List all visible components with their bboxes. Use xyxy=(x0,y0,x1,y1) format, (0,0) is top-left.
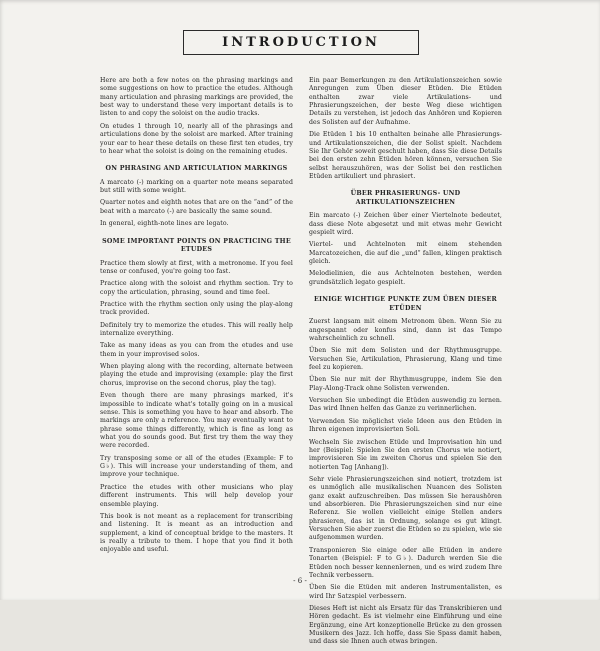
page-title-box xyxy=(183,30,419,55)
paragraph: Ein marcato (-) Zeichen über einer Viertelnote bedeutet, dass diese Note abgesetzt und mit etwas mehr Gewicht gespielt wird. xyxy=(309,212,502,237)
paragraph: Practice with the rhythm section only using the play-along track provided. xyxy=(100,300,293,317)
paragraph: A marcato (-) marking on a quarter note means separated but still with some weight. xyxy=(100,178,293,195)
paragraph: Take as many ideas as you can from the etudes and use them in your improvised solos. xyxy=(100,342,293,358)
paragraph: Üben Sie nur mit der Rhythmusgruppe, indem Sie den Play-Along-Track ohne Solisten verwenden. xyxy=(309,376,502,392)
section-heading: ÜBER PHRASIERUNGS- UND ARTIKULATIONSZEICHEN xyxy=(350,190,461,206)
paragraph: Versuchen Sie unbedingt die Etüden auswendig zu lernen. Das wird Ihnen helfen das Ganze zu verinnerlichen. xyxy=(309,397,502,413)
paragraph: Here are both a few notes on the phrasing markings and some suggestions on how to practice the etudes. Although many articulation and phrasing markings are provided, the best way to understand these very important details is to listen to and copy the soloist on the audio tracks. xyxy=(100,77,293,118)
english-column xyxy=(100,77,293,651)
page-number: - 6 - xyxy=(293,577,307,585)
page-title: INTRODUCTION xyxy=(222,35,380,50)
paragraph: Even though there are many phrasings marked, it's impossible to indicate what's totally going on in a musical sense. This is something you have to hear and absorb. The markings are only a reference. You may eventually want to phrase some things differently, which is fine as long as what you do sounds good. But first try them the way they were recorded. xyxy=(100,392,293,450)
paragraph: Melodielinien, die aus Achtelnoten bestehen, werden grundsätzlich legato gespielt. xyxy=(309,270,502,286)
paragraph: Try transposing some or all of the etudes (Example: F to G♭). This will increase your understanding of them, and improve your technique. xyxy=(100,454,293,479)
paragraph: Viertel- und Achtelnoten mit einem stehenden Marcatozeichen, die auf die „und“ fallen, klingen praktisch gleich. xyxy=(309,241,502,266)
two-column-text xyxy=(100,77,502,651)
paragraph: Ein paar Bemerkungen zu den Artikulationszeichen sowie Anregungen zum Üben dieser Etüden. Die Etüden enthalten zwar viele Artikulations- und Phrasierungszeichen, der beste Weg diese wichtigen Details zu verstehen, ist jedoch das Anhören und Kopieren des Solisten auf der Aufnahme. xyxy=(309,77,502,126)
paragraph: Verwenden Sie möglichst viele Ideen aus den Etüden in Ihren eigenen improvisierten Soli. xyxy=(309,417,502,434)
paragraph: Üben Sie die Etüden mit anderen Instrumentalisten, es wird Ihr Satzspiel verbessern. xyxy=(309,584,502,600)
paragraph: Transponieren Sie einige oder alle Etüden in andere Tonarten (Beispiel: F to G♭). Dadurch werden Sie die Etüden noch besser kennenlernen, und es wird zudem Ihre Technik verbessern. xyxy=(309,546,502,579)
paragraph: Definitely try to memorize the etudes. This will really help internalize everything. xyxy=(100,321,293,338)
paragraph: This book is not meant as a replacement for transcribing and listening. It is meant as an introduction and supplement, a kind of conceptual bridge to the masters. It is really a tribute to them. I hope that you find it both enjoyable and useful. xyxy=(100,512,293,554)
paragraph: Wechseln Sie zwischen Etüde und Improvisation hin und her (Beispiel: Spielen Sie den ersten Chorus wie notiert, improvisieren Sie im zweiten Chorus und spielen Sie den notierten Tag [Anhang]). xyxy=(309,438,502,471)
section-heading: EINIGE WICHTIGE PUNKTE ZUM ÜBEN DIESER ETÜDEN xyxy=(313,296,498,312)
paragraph: Practice along with the soloist and rhythm section. Try to copy the articulation, phrasing, sound and time feel. xyxy=(100,280,293,296)
paragraph: Die Etüden 1 bis 10 enthalten beinahe alle Phrasierungs- und Artikulationszeichen, die der Solist spielt. Nachdem Sie Ihr Gehör soweit geschult haben, dass Sie diese Details bei den ersten zehn Etüden hören können, versuchen Sie selbst herauszuhören, was der Solist bei den restlichen Etüden artikuliert und phrasiert. xyxy=(309,131,502,180)
paragraph: On etudes 1 through 10, nearly all of the phrasings and articulations done by the soloist are marked. After training your ear to hear these details on these first ten etudes, try to hear what the soloist is doing on the remaining etudes. xyxy=(100,122,293,155)
paragraph: Üben Sie mit dem Solisten und der Rhythmusgruppe. Versuchen Sie, Artikulation, Phrasierung, Klang und time feel zu kopieren. xyxy=(309,347,502,371)
paragraph: In general, eighth-note lines are legato. xyxy=(100,220,229,228)
paragraph: Sehr viele Phrasierungszeichen sind notiert, trotzdem ist es unmöglich alle musikalischen Nuancen des Solisten ganz exakt aufzuschreiben. Das müssen Sie heraushören und absorbieren. Die Phrasierungszeichen sind nur eine Referenz. Sie wollen vielleicht einige Stellen anders phrasieren, das ist in Ordnung, solange es gut klingt. Versuchen Sie aber zuerst die Etüden so zu spielen, wie sie aufgenommen wurden. xyxy=(309,475,502,542)
section-heading: SOME IMPORTANT POINTS ON PRACTICING THE ETUDES xyxy=(102,237,291,254)
paragraph: Quarter notes and eighth notes that are on the “and” of the beat with a marcato (-) are basically the same sound. xyxy=(100,199,294,215)
german-column xyxy=(309,77,502,651)
paragraph: Practice the etudes with other musicians who play different instruments. This will help develop your ensemble playing. xyxy=(100,483,293,508)
paragraph: Practice them slowly at first, with a metronome. If you feel tense or confused, you're going too fast. xyxy=(100,259,293,275)
paragraph: Dieses Heft ist nicht als Ersatz für das Transkribieren und Hören gedacht. Es ist vielmehr eine Einführung und eine Ergänzung, eine Art konzeptionelle Brücke zu den grossen Musikern des Jazz. Ich hoffe, dass Sie Spass damit haben, und dass sie Ihnen auch etwas bringen. xyxy=(309,604,502,646)
paragraph: When playing along with the recording, alternate between playing the etude and improvising (example: play the first chorus, improvise on the second chorus, play the tag). xyxy=(100,363,293,387)
section-heading: ON PHRASING AND ARTICULATION MARKINGS xyxy=(105,165,288,173)
paragraph: Zuerst langsam mit einem Metronom üben. Wenn Sie zu angespannt oder konfus sind, dann ist das Tempo wahrscheinlich zu schnell. xyxy=(309,318,502,342)
